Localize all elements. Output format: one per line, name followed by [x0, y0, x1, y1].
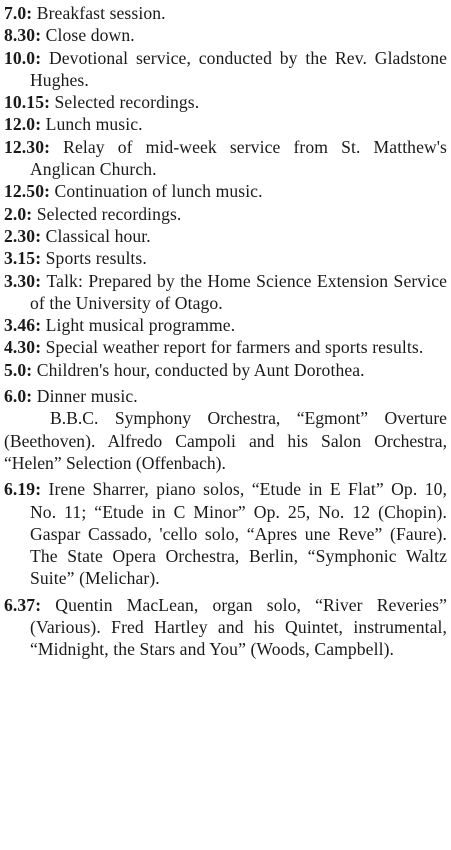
- listing-entry: [4, 225, 447, 247]
- entry-text: Selected recordings.: [54, 92, 200, 113]
- entry-time: 3.30:: [4, 270, 42, 291]
- listing-entry: [4, 247, 447, 269]
- entry-text: Talk: Prepared by the Home Science Extension Service of the University of Otago.: [30, 270, 448, 313]
- listing-entry: [4, 113, 447, 135]
- entry-time: 6.0:: [4, 386, 33, 407]
- entry-time: 12.50:: [4, 181, 51, 202]
- entry-text: Breakfast session.: [36, 3, 166, 23]
- listing-entry: [4, 336, 447, 358]
- entry-text: Quentin MacLean, organ solo, “River Reveries” (Various). Fred Hartley and his Quintet, instrumental, “Midnight, the Stars and You” (Woods, Campbell).: [30, 594, 447, 660]
- listing-entry: [4, 47, 447, 92]
- listing-entry: [4, 24, 447, 46]
- entry-text: Special weather report for farmers and sports results.: [45, 337, 424, 358]
- entry-text: Selected recordings.: [36, 203, 182, 224]
- entry-text: Light musical programme.: [45, 315, 236, 336]
- entry-time: 10.0:: [4, 47, 42, 68]
- listing-entry: [4, 2, 447, 24]
- entry-time: 3.46:: [4, 315, 42, 336]
- dinner-music-detail: B.B.C. Symphony Orchestra, “Egmont” Overture (Beethoven). Alfredo Campoli and his Salon Orchestra, “Helen” Selection (Offenbach).: [4, 408, 447, 473]
- listing-entry: [4, 385, 447, 407]
- listing-entry: [4, 91, 447, 113]
- entry-text: Dinner music.: [36, 386, 138, 407]
- listing-entry: [4, 180, 447, 202]
- entry-text: Devotional service, conducted by the Rev. Gladstone Hughes.: [30, 47, 448, 90]
- entry-time: 2.0:: [4, 203, 33, 224]
- listing-entry: [4, 314, 447, 336]
- listing-entry: [4, 594, 447, 661]
- entry-time: 3.15:: [4, 248, 42, 269]
- entry-time: 8.30:: [4, 25, 42, 46]
- entry-time: 12.0:: [4, 114, 42, 135]
- listing-entry: [4, 478, 447, 589]
- entry-time: 12.30:: [4, 136, 51, 157]
- entry-time: 6.19:: [4, 479, 42, 500]
- entry-text: Close down.: [45, 25, 135, 46]
- entry-time: 10.15:: [4, 92, 51, 113]
- entry-time: 5.0:: [4, 359, 33, 380]
- listing-entry: [4, 136, 447, 181]
- entry-time: 7.0:: [4, 3, 33, 23]
- listing-entry: [4, 203, 447, 225]
- entry-text: Children's hour, conducted by Aunt Dorothea.: [36, 359, 365, 380]
- entry-text: Continuation of lunch music.: [54, 181, 263, 202]
- entry-text: Classical hour.: [45, 225, 151, 246]
- entry-text: Relay of mid-week service from St. Matthew's Anglican Church.: [30, 136, 448, 180]
- entry-text: Irene Sharrer, piano solos, “Etude in E Flat” Op. 10, No. 11; “Etude in C Minor” Op. 25, No. 12 (Chopin). Gaspar Cassado, 'cello solo, “Apres une Reve” (Faure). The State Opera Orchestra, Berlin, “Symphonic Waltz Suite” (Melichar).: [30, 479, 447, 589]
- entry-time: 6.37:: [4, 594, 42, 615]
- listing-entry: [4, 359, 447, 381]
- entry-time: 4.30:: [4, 337, 42, 358]
- listing-entry: [4, 270, 447, 315]
- entry-text: Sports results.: [45, 248, 147, 269]
- entry-text: Lunch music.: [45, 114, 143, 135]
- entry-time: 2.30:: [4, 225, 42, 246]
